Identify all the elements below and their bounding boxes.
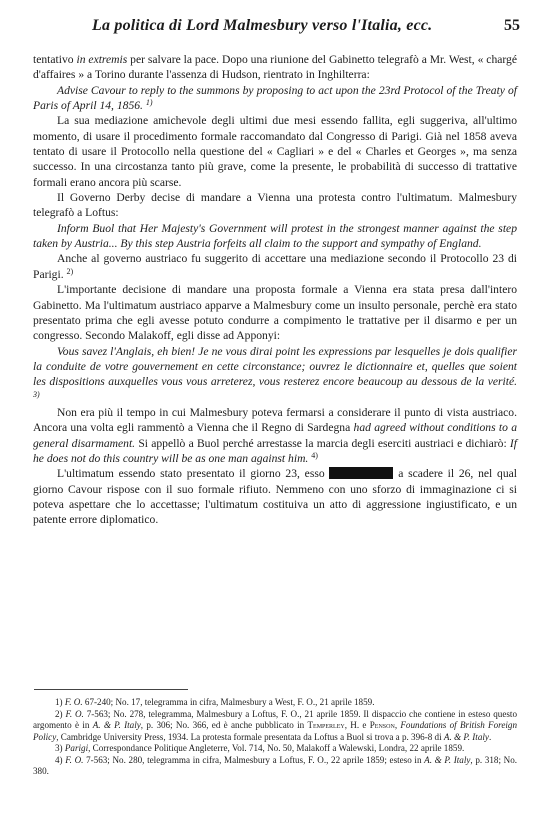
running-title: La politica di Lord Malmesbury verso l'Italia, ecc. — [92, 17, 433, 34]
footnote-ref: 1) — [145, 98, 153, 108]
block-quote: Vous savez l'Anglais, eh bien! Je ne vous dirai point les expressions par lesquelles je dois qualifier la conduite de votre gouvernement en cette circonstance; ouvrez le dictionnaire et, quelles que soient les dispositions auxquelles vous vous arreterez, vous resterez encore beaucoup au dessous de la verité. $^{3)}$ — [33, 344, 517, 399]
main-text — [33, 52, 517, 528]
footnote: 2) F. O. 7-563; No. 278, telegramma, Malmesbury a Loftus, F. O., 21 aprile 1859. Il dispaccio che contiene in esteso questo argomento è in A. & P. Italy, p. 306; No. 366, ed è anche pubblicato in Temperley, H. e Penson, Foundations of British Foreign Policy, Cambridge University Press, 1934. La protesta formale presentata da Loftus a Buol si trova a p. 396-8 di A. & P. Italy. — [33, 708, 517, 742]
page-header — [34, 17, 520, 39]
paragraph: L'ultimatum essendo stato presentato il giorno 23, esso a scadere il 26, nel qual giorno Cavour rispose con il suo formale rifiuto. Nemmeno con uno sforzo di immaginazione ci si poteva aspettare che lo accettasse; l'ultimatum costituiva un atto di aggressione ingiustificato, e un patente errore diplomatico. — [33, 467, 518, 527]
footnote-ref: 2) — [66, 266, 74, 276]
block-quote: Inform Buol that Her Majesty's Government will protest in the strongest manner against the step taken by Austria... By this step Austria forfeits all claim to the support and sympathy of England. — [33, 221, 517, 251]
paragraph: Non era più il tempo in cui Malmesbury poteva fermarsi a considerare il punto di vista austriaco. Ancora una volta egli rammentò a Vienna che il Regno di Sardegna had agreed without conditions to a general disarmament. Si appellò a Buol perché arrestasse la marcia degli eserciti austriaci e dichiarò: If he does not do this country will be as one man against him. $^{4)}$ — [33, 405, 517, 465]
redaction-bar — [329, 467, 393, 479]
footnote: 3) Parigi, Correspondance Politique Angleterre, Vol. 714, No. 50, Malakoff a Walewski, Londra, 22 aprile 1859. — [55, 743, 465, 753]
page-number: 55 — [504, 17, 520, 34]
paragraph: Anche al governo austriaco fu suggerito di accettare una mediazione secondo il Protocollo 23 di Parigi. $^{2)}$ — [33, 252, 517, 281]
paragraph: Il Governo Derby decise di mandare a Vienna una protesta contro l'ultimatum. Malmesbury telegrafò a Loftus: — [33, 191, 517, 220]
footnote: 1) F. O. 67-240; No. 17, telegramma in cifra, Malmesbury a West, F. O., 21 aprile 1859. — [55, 697, 375, 707]
footnote-divider — [34, 689, 188, 690]
footnote: 4) F. O. 7-563; No. 280, telegramma in cifra, Malmesbury a Loftus, F. O., 22 aprile 1859; esteso in A. & P. Italy, p. 318; No. 380. — [33, 754, 518, 776]
footnote-ref: 4) — [311, 450, 318, 460]
footnote-ref: 3) — [33, 389, 40, 399]
paragraph: L'importante decisione di mandare una proposta formale a Vienna era stata presa dall'intero Gabinetto. Ma l'ultimatum austriaco apparve a Malmesbury come un insulto personale, perchè era stato presentato prima che egli avesse potuto condurre a compimento le trattative per il disarmo e per un congresso. Secondo Malakoff, egli disse ad Apponyi: — [33, 283, 517, 343]
paragraph: La sua mediazione amichevole degli ultimi due mesi essendo fallita, egli suggeriva, all'ultimo momento, di usare il procedimento formale raccomandato dal Congresso di Parigi. Già nel 1858 aveva tentato di usare il Protocollo nella questione del « Cagliari » e del « Charles et Georges », ma senza successo. In una circostanza tanto più grave, come la presente, le probabilità di successo di trattative formali erano ancora più scarse. — [33, 114, 517, 189]
paragraph: tentativo in extremis per salvare la pace. Dopo una riunione del Gabinetto telegrafò a Mr. West, « chargé d'affaires » a Torino durante l'assenza di Hudson, rientrato in Inghilterra: — [33, 53, 517, 82]
footnotes — [33, 697, 517, 778]
block-quote: Advise Cavour to reply to the summons by proposing to act upon the 23rd Protocol of the Treaty of Paris of April 14, 1856. $^{1)}$ — [33, 83, 517, 113]
